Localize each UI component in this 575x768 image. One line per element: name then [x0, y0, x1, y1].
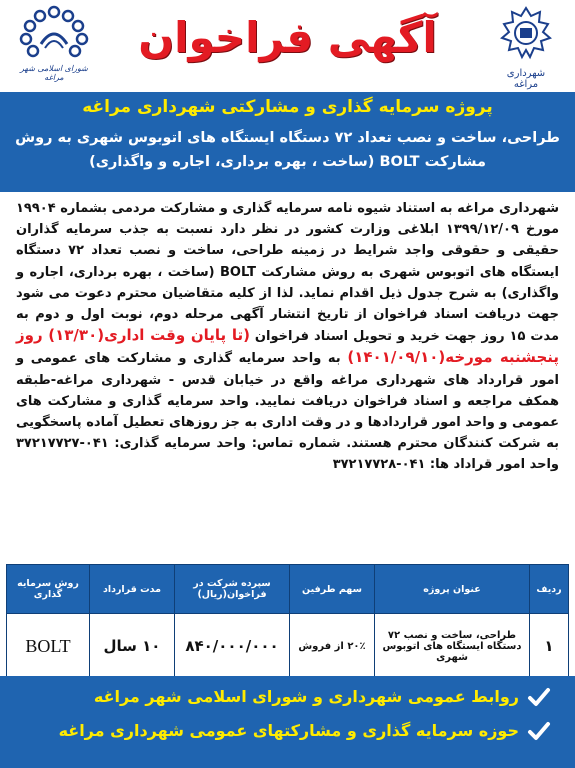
cell-row-number: ۱ [530, 614, 569, 679]
cell-contract-duration: ۱۰ سال [90, 614, 175, 679]
project-description: طراحی، ساخت و نصب تعداد ۷۲ دستگاه ایستگاه های اتوبوس شهری به روش مشارکت BOLT (ساخت ، بهره برداری، اجاره و واگذاری) [15, 130, 560, 170]
checkmark-icon [527, 685, 551, 709]
main-title: آگهی فراخوان [138, 13, 437, 62]
header-shares: سهم طرفین [290, 565, 375, 614]
checkmark-icon [527, 719, 551, 743]
table-header-row [7, 565, 569, 614]
project-table [6, 564, 569, 679]
body-text-part2: به واحد سرمایه گذاری و مشارکت های عمومی و امور قرارداد های شهرداری مراغه واقع در خیابان قدس - شهرداری مراغه-طبقه همکف مراجعه و اسناد فراخوان دریافت نمایید. واحد سرمایه گذاری و مشارکت های عمومی و واحد امور قراردادها و در وقت اداری به جز روزهای تعطیل آماده پاسخگویی به شرکت کنندگان محترم هستند. شماره تماس: واحد سرمایه گذاری: ۰۴۱-۳۷۲۱۷۷۲۷ واحد امور قراداد ها: ۰۴۱-۳۷۲۱۷۷۲۸ [16, 351, 559, 473]
project-banner [0, 92, 575, 192]
council-logo [14, 4, 94, 86]
municipality-logo-caption: شهرداری مراغه [506, 68, 546, 90]
footer-line-2-text: حوزه سرمایه گذاری و مشارکتهای عمومی شهرداری مراغه [58, 721, 519, 740]
footer [0, 676, 575, 768]
cell-deposit: ۸۴۰/۰۰۰/۰۰۰ [175, 614, 290, 679]
footer-line-public-relations [31, 682, 551, 712]
footer-line-investment-office [31, 716, 551, 746]
council-logo-caption: شورای اسلامی شهر مراغه [20, 64, 88, 82]
header-contract-duration: مدت قرارداد [90, 565, 175, 614]
cell-investment-method: BOLT [7, 614, 90, 679]
footer-line-1-text: روابط عمومی شهرداری و شورای اسلامی شهر مراغه [93, 687, 519, 706]
announcement-body [16, 198, 559, 476]
header-deposit: سپرده شرکت در فراخوان(ریال) [175, 565, 290, 614]
cell-project-title: طراحی، ساخت و نصب ۷۲ دستگاه ایستگاه های اتوبوس شهری [375, 614, 530, 679]
deadline-text: (تا پایان وقت اداری(۱۳/۳۰) روز پنجشنبه مورخه(۱۴۰۱/۰۹/۱۰) [16, 326, 560, 367]
header-row-number: ردیف [530, 565, 569, 614]
table-row [7, 614, 569, 679]
municipality-logo [495, 6, 557, 90]
header [0, 0, 575, 95]
municipality-emblem-icon [500, 6, 552, 62]
header-investment-method: روش سرمایه گذاری [7, 565, 90, 614]
header-project-title: عنوان پروژه [375, 565, 530, 614]
cell-shares: ۲۰٪ از فروش [290, 614, 375, 679]
project-subtitle: پروژه سرمایه گذاری و مشارکتی شهرداری مراغه [82, 97, 493, 117]
council-emblem-icon [19, 4, 89, 64]
body-text-part1: شهرداری مراغه به استناد شیوه نامه سرمایه گذاری و مشارکت مردمی بشماره ۱۹۹۰۴ مورخ ۱۳۹۹/۱۲/۰۹ ابلاغی وزارت کشور در نظر دارد نسبت به جذب سرمایه گذاران حقیقی و حقوقی واجد شرایط در زمینه طراحی، ساخت و نصب تعداد ۷۲ دستگاه ایستگاه های اتوبوس شهری به روش مشارکت BOLT (ساخت ، بهره برداری، اجاره و واگذاری) به شرح جدول ذیل اقدام نماید. لذا از کلیه متقاضیان محترم دعوت می شود جهت دریافت اسناد فراخوان از تاریخ انتشار آگهی مرحله دوم، نوبت اول و دوم به مدت ۱۵ روز جهت خرید و تحویل اسناد فراخوان [16, 201, 559, 345]
